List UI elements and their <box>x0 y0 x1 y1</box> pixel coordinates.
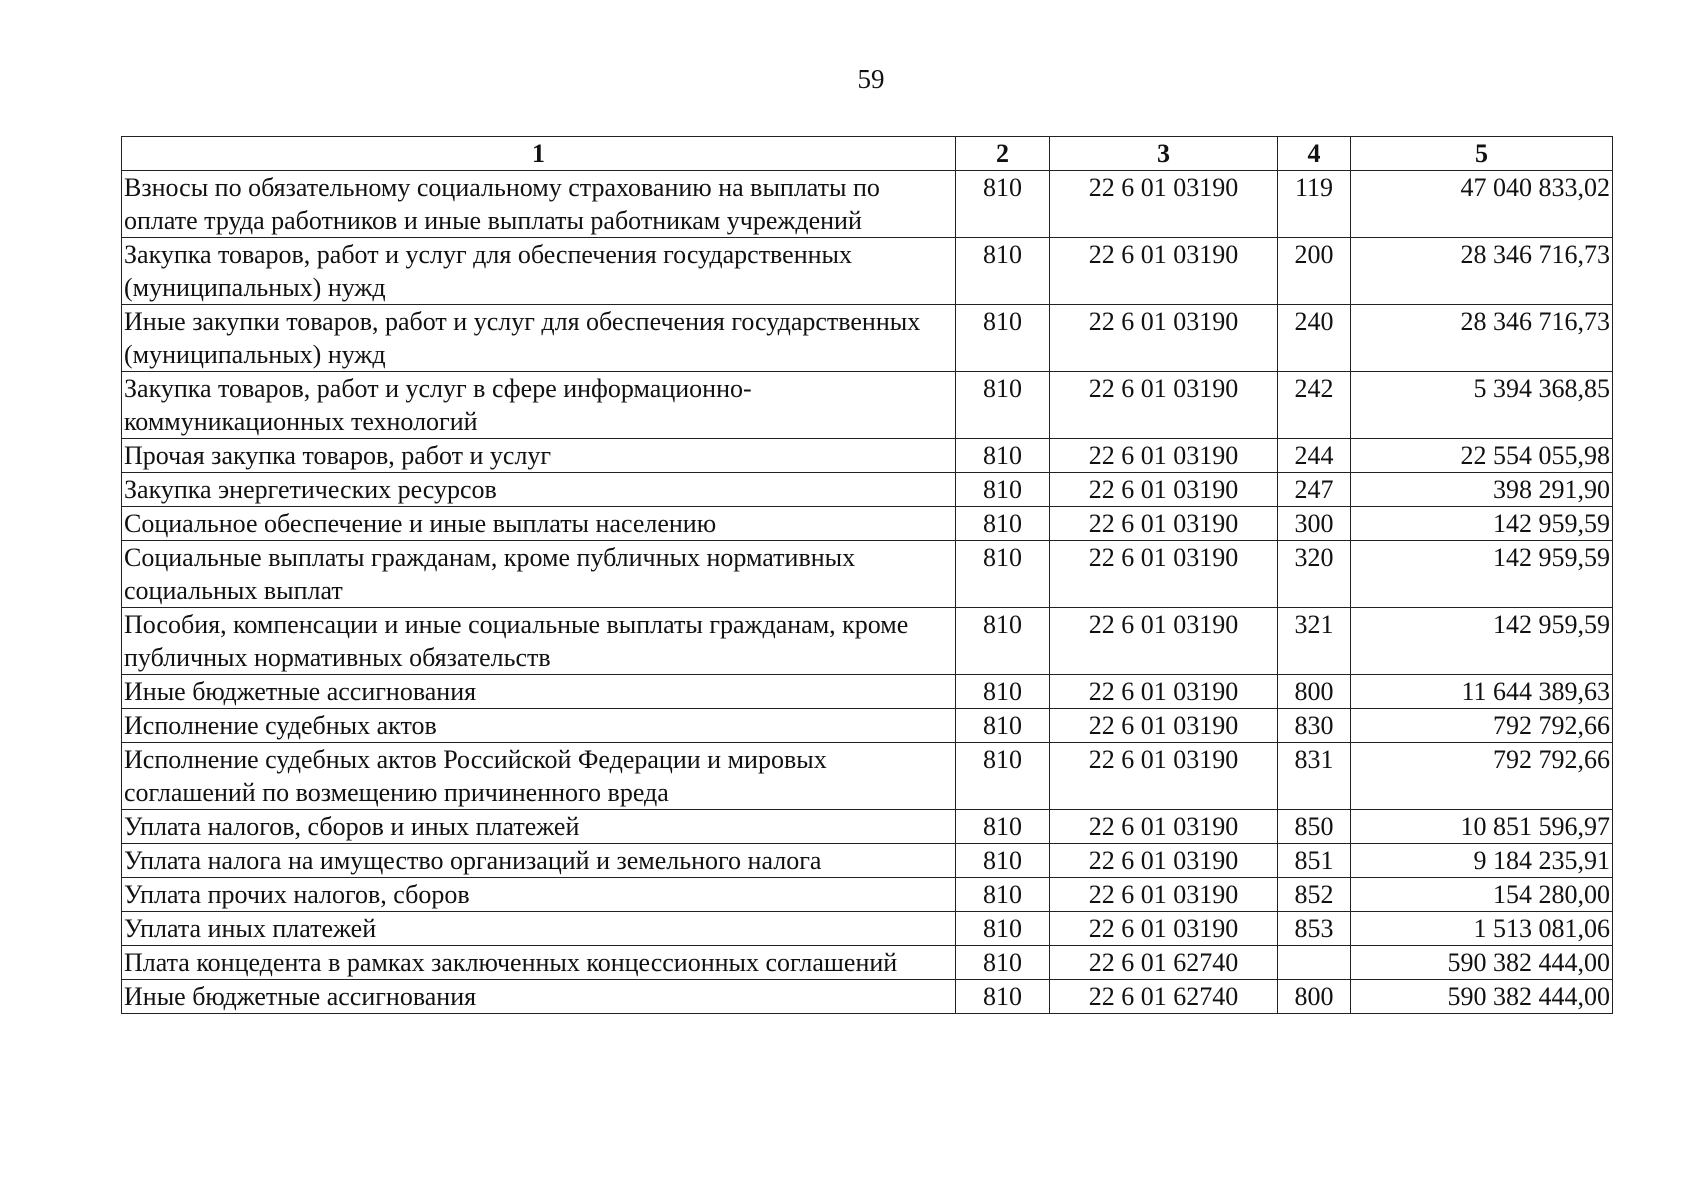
row-amount: 590 382 444,00 <box>1351 980 1613 1014</box>
row-name: Социальные выплаты гражданам, кроме публичных нормативных социальных выплат <box>122 541 956 608</box>
row-amount: 142 959,59 <box>1351 507 1613 541</box>
table-body <box>122 171 1613 1014</box>
row-amount: 398 291,90 <box>1351 473 1613 507</box>
row-code: 810 <box>956 709 1050 743</box>
budget-table <box>121 136 1613 1014</box>
row-amount: 10 851 596,97 <box>1351 810 1613 844</box>
row-name: Уплата иных платежей <box>122 912 956 946</box>
row-amount: 47 040 833,02 <box>1351 171 1613 238</box>
row-article: 22 6 01 62740 <box>1050 946 1278 980</box>
row-type: 800 <box>1278 980 1351 1014</box>
row-name: Исполнение судебных актов <box>122 709 956 743</box>
row-type: 851 <box>1278 844 1351 878</box>
table-row <box>122 844 1613 878</box>
row-code: 810 <box>956 743 1050 810</box>
row-name: Исполнение судебных актов Российской Федерации и мировых соглашений по возмещению причиненного вреда <box>122 743 956 810</box>
row-amount: 22 554 055,98 <box>1351 439 1613 473</box>
row-type: 831 <box>1278 743 1351 810</box>
row-article: 22 6 01 03190 <box>1050 541 1278 608</box>
row-code: 810 <box>956 305 1050 372</box>
row-type: 200 <box>1278 238 1351 305</box>
row-amount: 11 644 389,63 <box>1351 675 1613 709</box>
row-amount: 9 184 235,91 <box>1351 844 1613 878</box>
row-name: Иные бюджетные ассигнования <box>122 980 956 1014</box>
row-amount: 792 792,66 <box>1351 709 1613 743</box>
row-name: Прочая закупка товаров, работ и услуг <box>122 439 956 473</box>
table-row <box>122 878 1613 912</box>
row-type: 830 <box>1278 709 1351 743</box>
header-col-3: 3 <box>1050 137 1278 171</box>
row-article: 22 6 01 03190 <box>1050 878 1278 912</box>
table-row <box>122 541 1613 608</box>
row-amount: 792 792,66 <box>1351 743 1613 810</box>
row-article: 22 6 01 03190 <box>1050 372 1278 439</box>
row-amount: 1 513 081,06 <box>1351 912 1613 946</box>
row-type: 300 <box>1278 507 1351 541</box>
table-row <box>122 439 1613 473</box>
row-code: 810 <box>956 473 1050 507</box>
row-name: Уплата налогов, сборов и иных платежей <box>122 810 956 844</box>
row-article: 22 6 01 03190 <box>1050 507 1278 541</box>
row-name: Пособия, компенсации и иные социальные выплаты гражданам, кроме публичных нормативных обязательств <box>122 608 956 675</box>
row-article: 22 6 01 03190 <box>1050 238 1278 305</box>
row-code: 810 <box>956 980 1050 1014</box>
row-type: 244 <box>1278 439 1351 473</box>
table-row <box>122 507 1613 541</box>
row-article: 22 6 01 62740 <box>1050 980 1278 1014</box>
table-row <box>122 473 1613 507</box>
table-row <box>122 608 1613 675</box>
row-name: Иные закупки товаров, работ и услуг для обеспечения государственных (муниципальных) нужд <box>122 305 956 372</box>
row-type: 853 <box>1278 912 1351 946</box>
row-code: 810 <box>956 608 1050 675</box>
row-type: 321 <box>1278 608 1351 675</box>
row-type: 240 <box>1278 305 1351 372</box>
row-name: Закупка товаров, работ и услуг для обеспечения государственных (муниципальных) нужд <box>122 238 956 305</box>
table-row <box>122 912 1613 946</box>
row-article: 22 6 01 03190 <box>1050 439 1278 473</box>
table-row <box>122 743 1613 810</box>
row-type: 320 <box>1278 541 1351 608</box>
row-amount: 590 382 444,00 <box>1351 946 1613 980</box>
row-name: Закупка товаров, работ и услуг в сфере информационно-коммуникационных технологий <box>122 372 956 439</box>
row-amount: 28 346 716,73 <box>1351 238 1613 305</box>
row-amount: 142 959,59 <box>1351 541 1613 608</box>
row-type: 119 <box>1278 171 1351 238</box>
row-article: 22 6 01 03190 <box>1050 709 1278 743</box>
row-article: 22 6 01 03190 <box>1050 912 1278 946</box>
table-row <box>122 372 1613 439</box>
row-name: Социальное обеспечение и иные выплаты населению <box>122 507 956 541</box>
row-name: Уплата налога на имущество организаций и земельного налога <box>122 844 956 878</box>
table-row <box>122 810 1613 844</box>
row-type: 852 <box>1278 878 1351 912</box>
row-type: 247 <box>1278 473 1351 507</box>
row-article: 22 6 01 03190 <box>1050 473 1278 507</box>
page-number: 59 <box>857 64 885 94</box>
row-name: Взносы по обязательному социальному страхованию на выплаты по оплате труда работников и иные выплаты работникам учреждений <box>122 171 956 238</box>
row-code: 810 <box>956 541 1050 608</box>
row-code: 810 <box>956 810 1050 844</box>
row-code: 810 <box>956 844 1050 878</box>
row-article: 22 6 01 03190 <box>1050 844 1278 878</box>
row-name: Плата концедента в рамках заключенных концессионных соглашений <box>122 946 956 980</box>
row-amount: 142 959,59 <box>1351 608 1613 675</box>
row-article: 22 6 01 03190 <box>1050 810 1278 844</box>
row-amount: 28 346 716,73 <box>1351 305 1613 372</box>
row-name: Уплата прочих налогов, сборов <box>122 878 956 912</box>
row-name: Закупка энергетических ресурсов <box>122 473 956 507</box>
row-article: 22 6 01 03190 <box>1050 305 1278 372</box>
row-name: Иные бюджетные ассигнования <box>122 675 956 709</box>
header-col-4: 4 <box>1278 137 1351 171</box>
row-article: 22 6 01 03190 <box>1050 608 1278 675</box>
table-row <box>122 980 1613 1014</box>
row-code: 810 <box>956 171 1050 238</box>
row-amount: 5 394 368,85 <box>1351 372 1613 439</box>
row-article: 22 6 01 03190 <box>1050 743 1278 810</box>
table-row <box>122 171 1613 238</box>
row-type: 850 <box>1278 810 1351 844</box>
row-code: 810 <box>956 238 1050 305</box>
row-article: 22 6 01 03190 <box>1050 675 1278 709</box>
header-row <box>122 137 1613 171</box>
header-col-5: 5 <box>1351 137 1613 171</box>
header-col-2: 2 <box>956 137 1050 171</box>
row-code: 810 <box>956 912 1050 946</box>
row-code: 810 <box>956 372 1050 439</box>
row-type <box>1278 946 1351 980</box>
row-code: 810 <box>956 878 1050 912</box>
row-type: 242 <box>1278 372 1351 439</box>
row-article: 22 6 01 03190 <box>1050 171 1278 238</box>
row-type: 800 <box>1278 675 1351 709</box>
header-col-1: 1 <box>122 137 956 171</box>
table-row <box>122 675 1613 709</box>
row-code: 810 <box>956 439 1050 473</box>
table-row <box>122 946 1613 980</box>
table-row <box>122 709 1613 743</box>
row-amount: 154 280,00 <box>1351 878 1613 912</box>
table-row <box>122 305 1613 372</box>
row-code: 810 <box>956 946 1050 980</box>
row-code: 810 <box>956 675 1050 709</box>
row-code: 810 <box>956 507 1050 541</box>
table-row <box>122 238 1613 305</box>
